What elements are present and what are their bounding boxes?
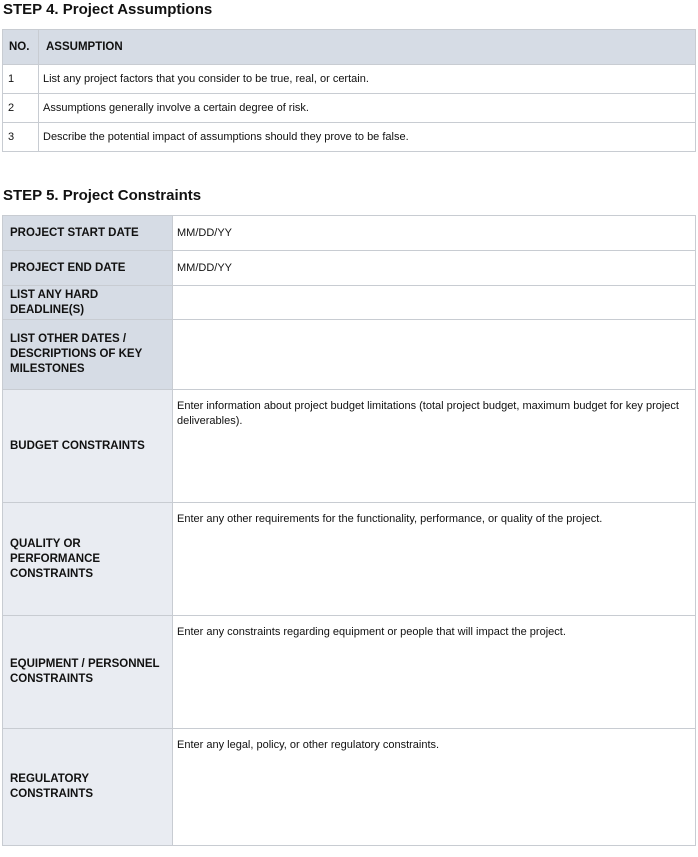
assumption-number: 3 <box>3 123 39 152</box>
constraint-row-quality <box>3 503 696 616</box>
constraint-row-hard-deadlines <box>3 286 696 320</box>
budget-constraints-label: BUDGET CONSTRAINTS <box>3 390 173 503</box>
start-date-label: PROJECT START DATE <box>3 216 173 251</box>
assumptions-header-row <box>3 30 696 65</box>
assumptions-table <box>2 29 696 152</box>
constraint-row-start-date <box>3 216 696 251</box>
constraints-table <box>2 215 696 846</box>
end-date-value[interactable]: MM/DD/YY <box>173 251 696 286</box>
assumption-text[interactable]: Describe the potential impact of assumptions should they prove to be false. <box>39 123 696 152</box>
equipment-constraints-value[interactable]: Enter any constraints regarding equipment or people that will impact the project. <box>173 616 696 729</box>
constraint-row-budget <box>3 390 696 503</box>
header-no: NO. <box>3 30 39 65</box>
header-assumption: ASSUMPTION <box>39 30 696 65</box>
equipment-constraints-label: EQUIPMENT / PERSONNEL CONSTRAINTS <box>3 616 173 729</box>
assumption-text[interactable]: Assumptions generally involve a certain degree of risk. <box>39 94 696 123</box>
start-date-value[interactable]: MM/DD/YY <box>173 216 696 251</box>
assumption-number: 1 <box>3 65 39 94</box>
constraint-row-milestones <box>3 320 696 390</box>
constraint-row-equipment <box>3 616 696 729</box>
constraint-row-regulatory <box>3 729 696 846</box>
table-row <box>3 65 696 94</box>
constraint-row-end-date <box>3 251 696 286</box>
quality-constraints-value[interactable]: Enter any other requirements for the functionality, performance, or quality of the project. <box>173 503 696 616</box>
regulatory-constraints-value[interactable]: Enter any legal, policy, or other regulatory constraints. <box>173 729 696 846</box>
table-row <box>3 94 696 123</box>
step4-title: STEP 4. Project Assumptions <box>3 1 213 18</box>
milestones-value[interactable] <box>173 320 696 390</box>
milestones-label: LIST OTHER DATES / DESCRIPTIONS OF KEY MILESTONES <box>3 320 173 390</box>
end-date-label: PROJECT END DATE <box>3 251 173 286</box>
hard-deadlines-label: LIST ANY HARD DEADLINE(S) <box>3 286 173 320</box>
regulatory-constraints-label: REGULATORY CONSTRAINTS <box>3 729 173 846</box>
budget-constraints-value[interactable]: Enter information about project budget limitations (total project budget, maximum budget for key project deliverables). <box>173 390 696 503</box>
hard-deadlines-value[interactable] <box>173 286 696 320</box>
table-row <box>3 123 696 152</box>
step5-title: STEP 5. Project Constraints <box>3 187 202 204</box>
assumption-number: 2 <box>3 94 39 123</box>
assumption-text[interactable]: List any project factors that you consider to be true, real, or certain. <box>39 65 696 94</box>
quality-constraints-label: QUALITY OR PERFORMANCE CONSTRAINTS <box>3 503 173 616</box>
